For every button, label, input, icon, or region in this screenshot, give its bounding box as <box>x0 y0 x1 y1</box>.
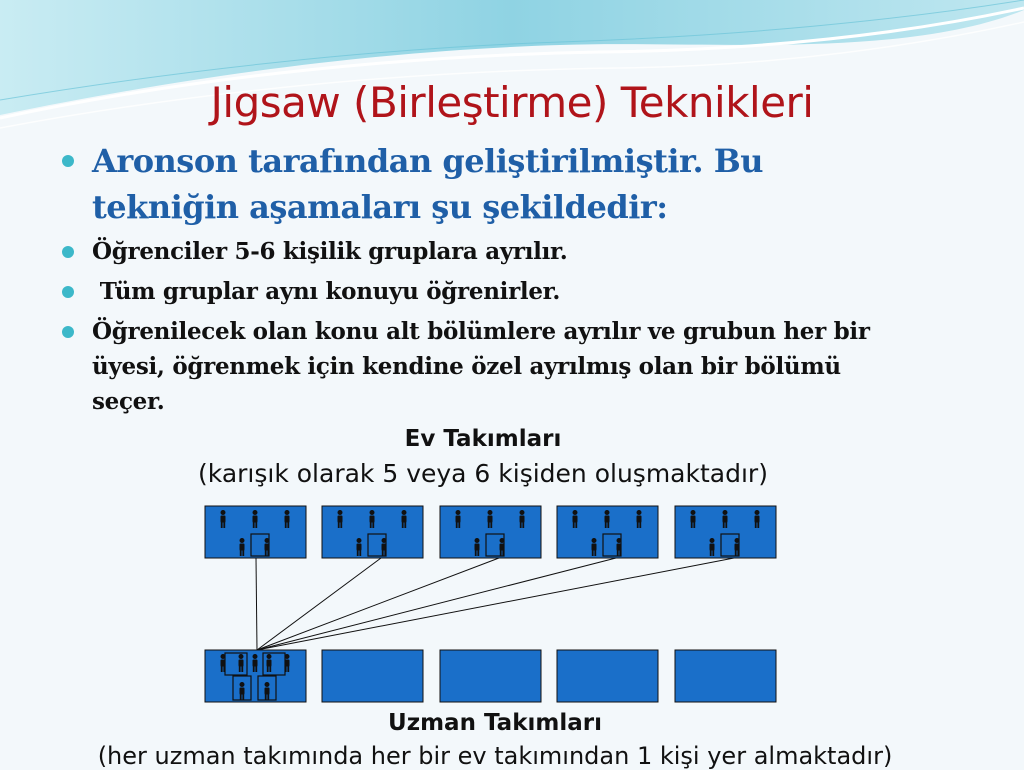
connector-line <box>257 558 616 650</box>
intro-line-1: Aronson tarafından geliştirilmiştir. Bu <box>92 142 764 180</box>
connector-line <box>256 558 257 650</box>
expert-teams-subtitle: (her uzman takımında her bir ev takımından 1 kişi yer almaktadır) <box>97 742 893 770</box>
connector-line <box>257 558 381 650</box>
home-teams-subtitle: (karışık olarak 5 veya 6 kişiden oluşmaktadır) <box>198 459 768 488</box>
bullet-item-text-line-2: üyesi, öğrenmek için kendine özel ayrılmış olan bir bölümü <box>92 353 841 380</box>
expert-team-box <box>440 650 541 702</box>
home-teams-title: Ev Takımları <box>404 426 562 452</box>
intro-line-2: tekniğin aşamaları şu şekildedir: <box>92 188 668 226</box>
bullet-item-text-line-3: seçer. <box>92 388 165 415</box>
bullet-item-text: Tüm gruplar aynı konuyu öğrenirler. <box>92 278 561 305</box>
bullet-item-text-line-1: Öğrenilecek olan konu alt bölümlere ayrılır ve grubun her bir <box>92 318 870 345</box>
expert-teams-title: Uzman Takımları <box>388 710 602 736</box>
connector-line <box>257 558 499 650</box>
bullet-item-text: Öğrenciler 5-6 kişilik gruplara ayrılır. <box>92 238 568 265</box>
expert-team-box <box>322 650 423 702</box>
slide-title: Jigsaw (Birleştirme) Teknikleri <box>210 78 814 127</box>
expert-team-box <box>675 650 776 702</box>
expert-team-box <box>557 650 658 702</box>
connector-line <box>257 558 734 650</box>
